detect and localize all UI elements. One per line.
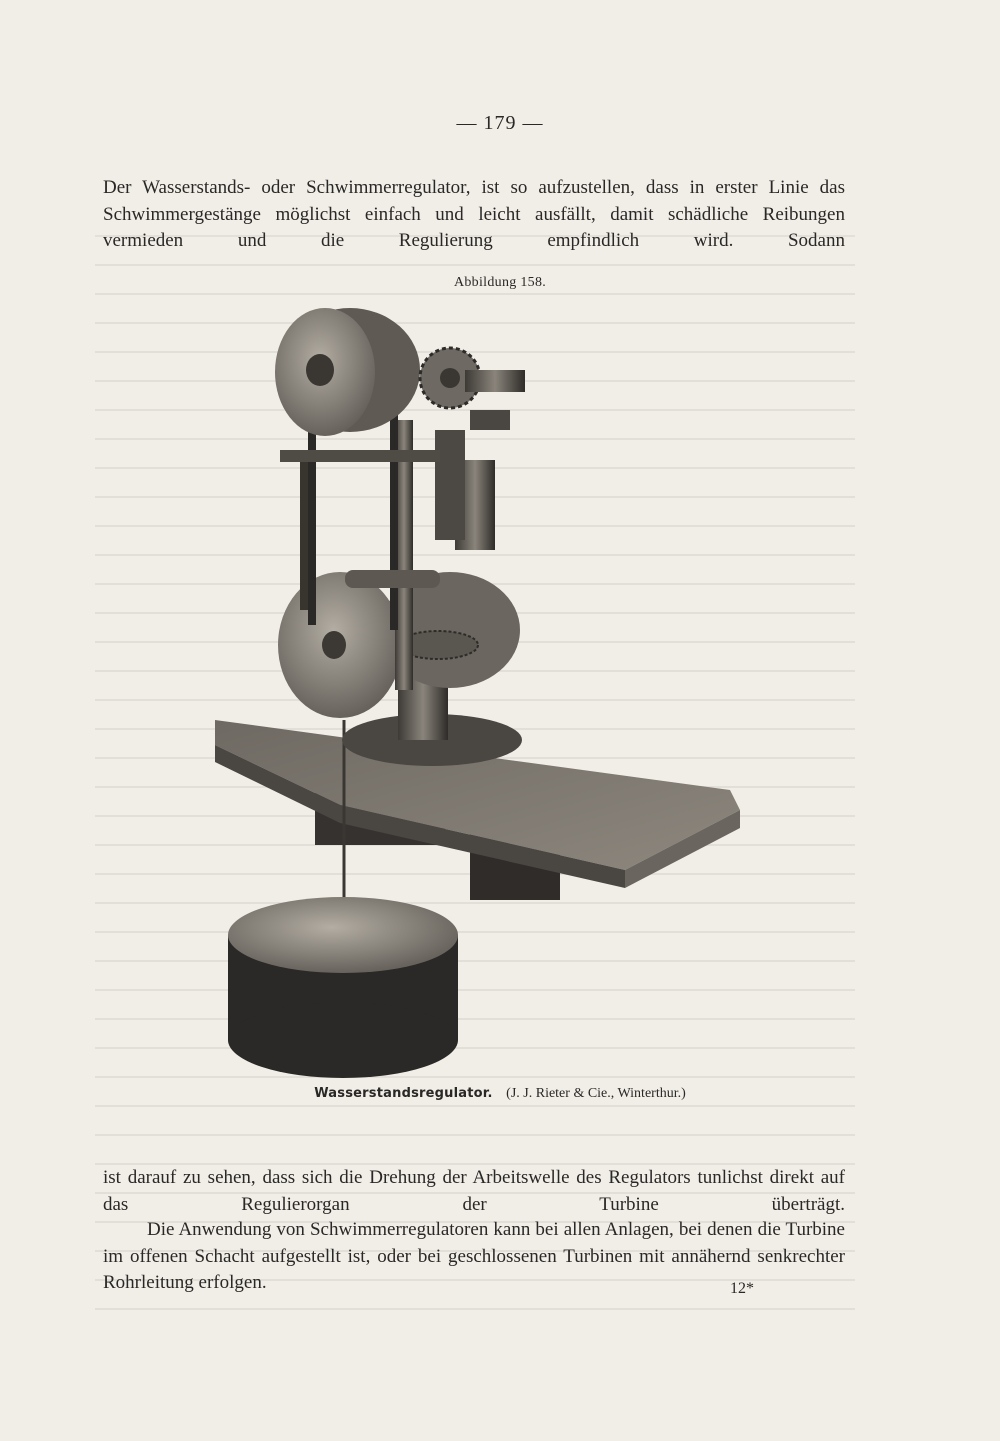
figure-credit: (J. J. Rieter & Cie., Winterthur.) — [506, 1086, 686, 1101]
figure-label: Abbildung 158. — [453, 275, 547, 290]
figure-caption — [0, 1086, 1000, 1102]
regulator-illustration — [210, 300, 750, 1080]
float-drum-top — [228, 897, 458, 973]
figure-title: Wasserstandsregulator. — [314, 1086, 493, 1101]
signature-mark: 12* — [730, 1280, 754, 1297]
page-number: — 179 — — [456, 112, 544, 134]
paragraph-anwendung: Die Anwendung von Schwimmerregulatoren kann bei allen Anlagen, bei denen die Turbine im offenen Schacht aufgestellt ist, oder bei geschlossenen Turbinen mit annähernd senkrechter Rohrleitung erfolgen. — [103, 1219, 845, 1293]
lever-arm — [280, 450, 440, 462]
paragraph-drehung: ist darauf zu sehen, dass sich die Drehung der Arbeitswelle des Regulators tunlichst direkt auf das Regulierorgan der Turbine überträgt. — [103, 1167, 845, 1215]
upper-shaft — [465, 370, 525, 392]
paragraph-intro: Der Wasserstands- oder Schwimmerregulator, ist so aufzustellen, dass in erster Linie das Schwimmergestänge möglichst einfach und leicht ausfällt, damit schädliche Reibungen vermieden und die Regulierung empfindlich wird. Sodann — [103, 177, 845, 251]
